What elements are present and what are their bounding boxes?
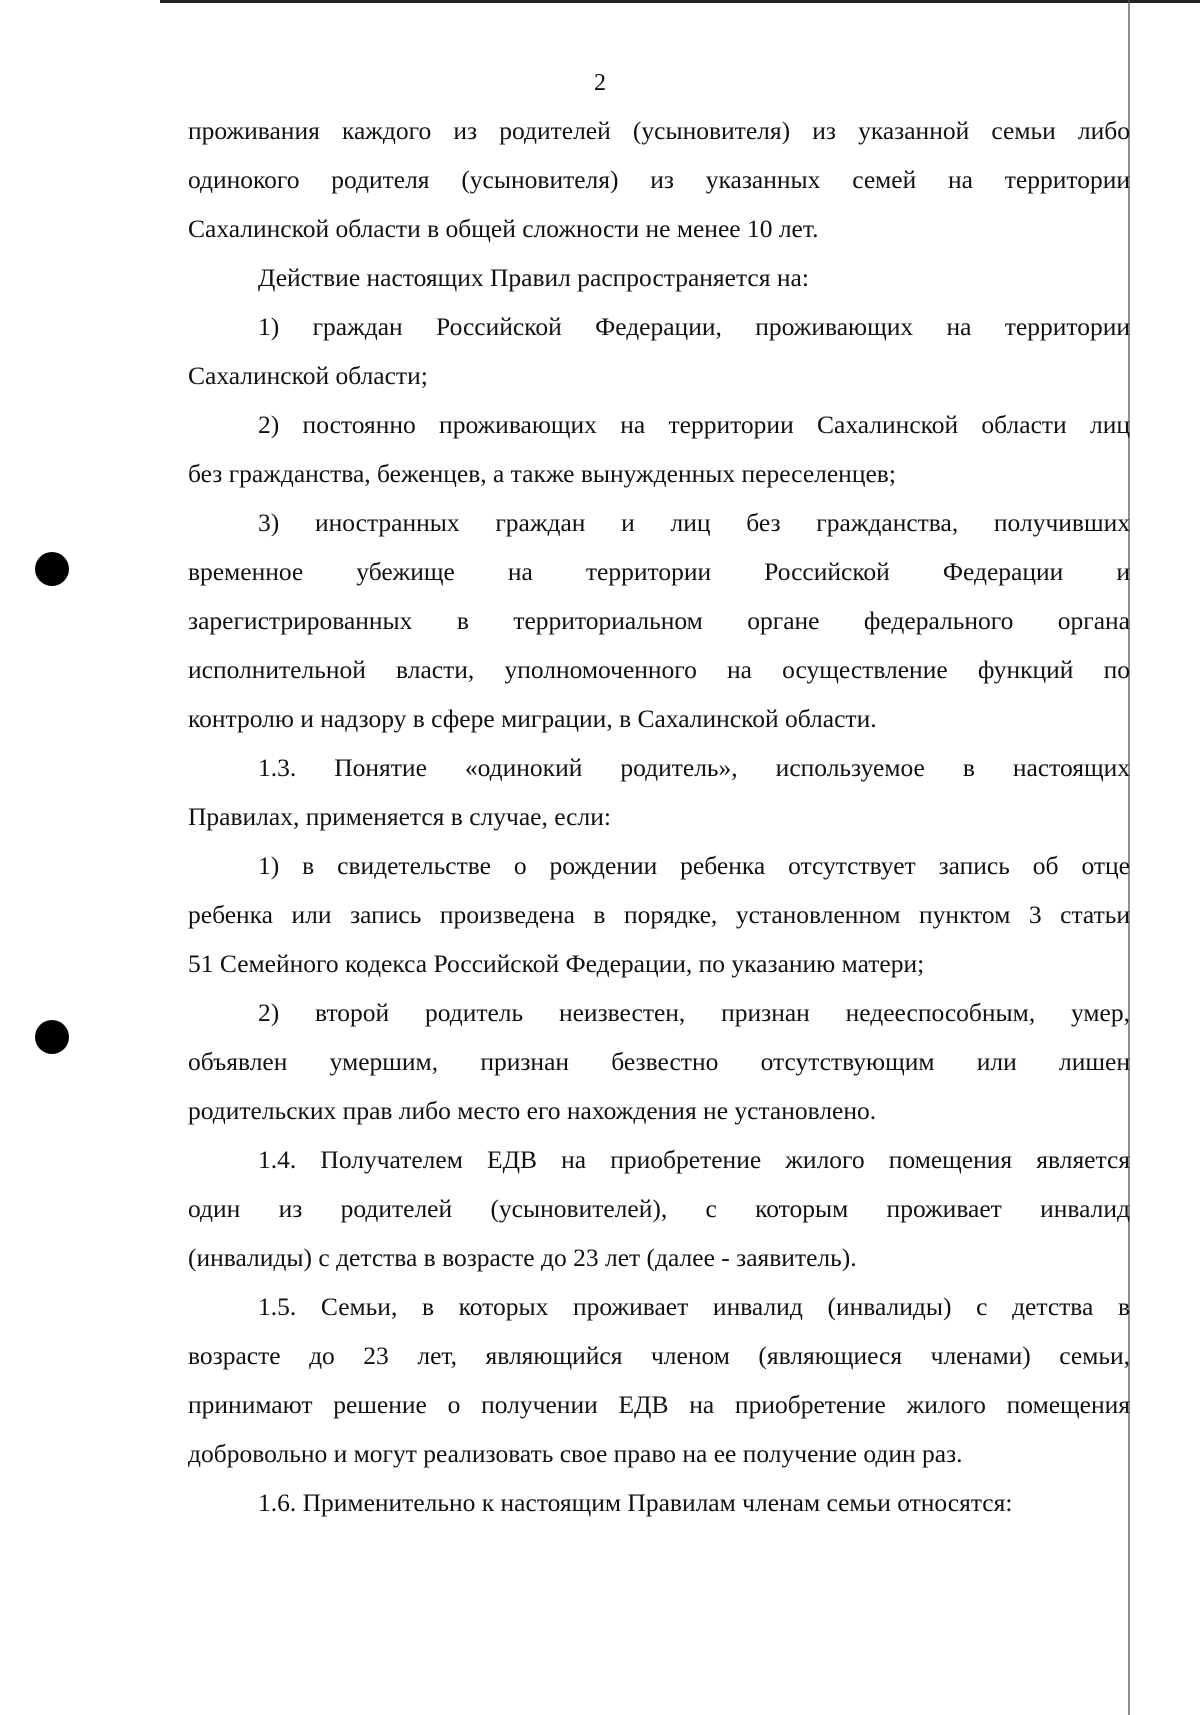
page-number: 2 (594, 70, 606, 96)
text-line: объявлен умершим, признан безвестно отсутствующим или лишен (188, 1047, 1130, 1076)
text-line: Сахалинской области в общей сложности не менее 10 лет. (188, 214, 819, 243)
text-line: 3) иностранных граждан и лиц без гражданства, получивших (258, 508, 1130, 537)
text-line: Правилах, применяется в случае, если: (188, 802, 611, 831)
text-line: 1.3. Понятие «одинокий родитель», используемое в настоящих (258, 753, 1130, 782)
text-line: 1) граждан Российской Федерации, проживающих на территории (258, 312, 1130, 341)
punch-hole-mark (35, 1020, 69, 1054)
text-line: добровольно и могут реализовать свое право на ее получение один раз. (188, 1439, 963, 1468)
text-line: контролю и надзору в сфере миграции, в Сахалинской области. (188, 704, 877, 733)
text-line: временное убежище на территории Российской Федерации и (188, 557, 1130, 586)
top-border-line (160, 0, 1200, 3)
body-text (188, 106, 1130, 1527)
text-line: исполнительной власти, уполномоченного на осуществление функций по (188, 655, 1130, 684)
text-line: принимают решение о получении ЕДВ на приобретение жилого помещения (188, 1390, 1130, 1419)
text-line: 2) второй родитель неизвестен, признан недееспособным, умер, (258, 998, 1130, 1027)
text-line: Сахалинской области; (188, 361, 428, 390)
text-line: родительских прав либо место его нахождения не установлено. (188, 1096, 877, 1125)
text-line: 51 Семейного кодекса Российской Федерации, по указанию матери; (188, 949, 925, 978)
text-line: 1.4. Получателем ЕДВ на приобретение жилого помещения является (258, 1145, 1130, 1174)
punch-hole-mark (35, 552, 69, 586)
text-line: (инвалиды) с детства в возрасте до 23 лет (далее - заявитель). (188, 1243, 857, 1272)
text-line: 1.6. Применительно к настоящим Правилам членам семьи относятся: (258, 1488, 1013, 1517)
text-line: 1) в свидетельстве о рождении ребенка отсутствует запись об отце (258, 851, 1130, 880)
text-line: проживания каждого из родителей (усыновителя) из указанной семьи либо (188, 116, 1130, 145)
text-line: без гражданства, беженцев, а также вынужденных переселенцев; (188, 459, 896, 488)
text-line: Действие настоящих Правил распространяется на: (258, 263, 809, 292)
text-line: 1.5. Семьи, в которых проживает инвалид (инвалиды) с детства в (258, 1292, 1130, 1321)
text-line: 2) постоянно проживающих на территории Сахалинской области лиц (258, 410, 1130, 439)
text-line: один из родителей (усыновителей), с которым проживает инвалид (188, 1194, 1130, 1223)
text-line: возрасте до 23 лет, являющийся членом (являющиеся членами) семьи, (188, 1341, 1130, 1370)
text-line: ребенка или запись произведена в порядке, установленном пунктом 3 статьи (188, 900, 1130, 929)
text-line: зарегистрированных в территориальном органе федерального органа (188, 606, 1130, 635)
text-line: одинокого родителя (усыновителя) из указанных семей на территории (188, 165, 1130, 194)
